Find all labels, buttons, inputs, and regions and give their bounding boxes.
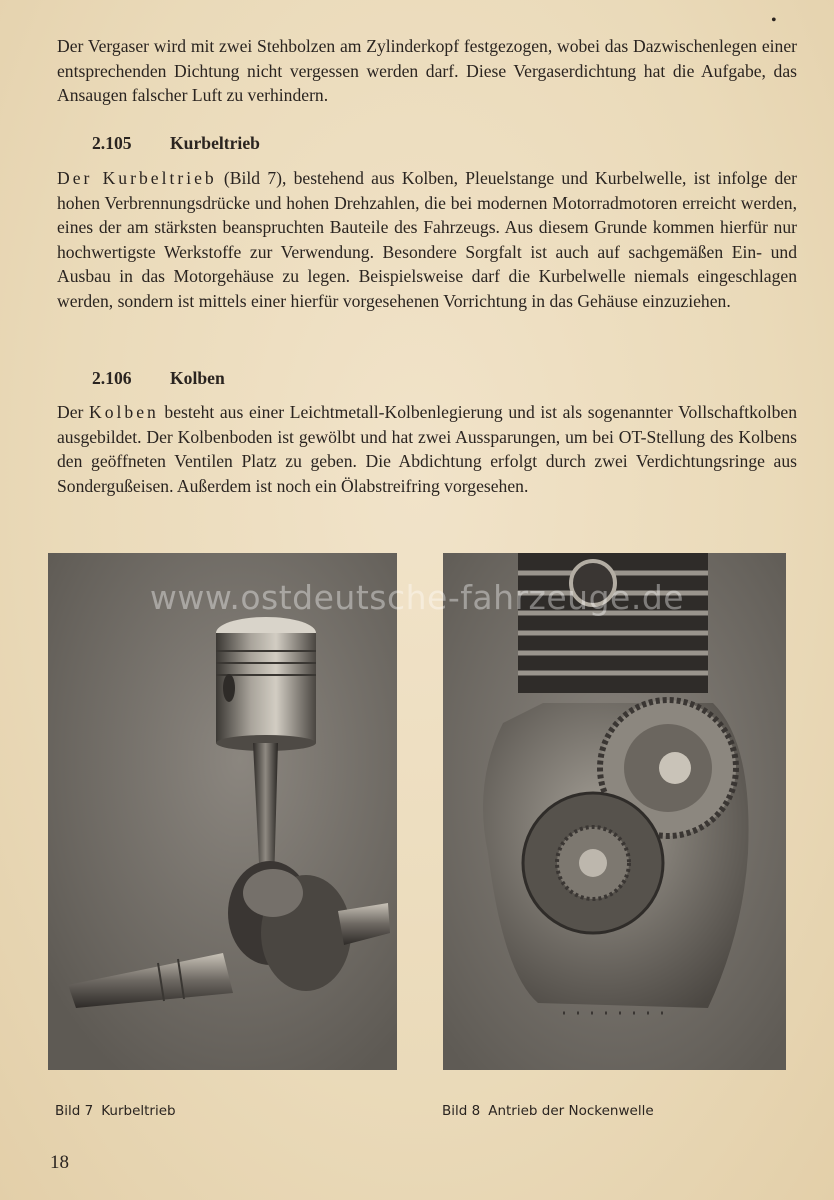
figure-caption-text: Kurbeltrieb: [101, 1103, 176, 1119]
section-title: Kurbeltrieb: [170, 133, 260, 153]
figure-7-photo: [48, 553, 397, 1070]
lead-prefix: Der: [57, 402, 89, 422]
lead-term: Der Kurbeltrieb: [57, 168, 217, 188]
section-number: 2.105: [92, 133, 132, 153]
page-number: 18: [50, 1152, 69, 1173]
watermark: www.ostdeutsche-fahrzeuge.de: [149, 578, 685, 617]
figure-caption-text: Antrieb der Nockenwelle: [488, 1103, 654, 1119]
paragraph-vergaser: Der Vergaser wird mit zwei Stehbolzen am Zylinderkopf festgezogen, wobei das Dazwischenlegen einer entsprechenden Dichtung nicht vergessen werden darf. Diese Vergaserdichtung hat die Aufgabe, das Ansaugen falscher Luft zu verhindern.: [57, 36, 797, 106]
figure-label: Bild 8: [442, 1103, 481, 1119]
paragraph-kolben: [57, 400, 797, 498]
paragraph-kurbeltrieb: [57, 166, 797, 314]
figure-8-photo: [443, 553, 786, 1070]
section-heading-2106: [92, 368, 225, 389]
paragraph-body: (Bild 7), bestehend aus Kolben, Pleuelstange und Kurbelwelle, ist infolge der hohen Verbrennungsdrücke und hohen Drehzahlen, die bei modernen Motorradmotoren erreicht werden, eines der am stärksten beanspruchten Bauteile des Fahrzeugs. Aus diesem Grunde kommen hierfür nur hochwertigste Werkstoffe zur Verwendung. Besondere Sorgfalt ist auch auf sachgemäßen Ein- und Ausbau in das Motorgehäuse zu legen. Beispielsweise darf die Kurbelwelle niemals eingeschlagen werden, sondern ist mittels einer hierfür vorgesehenen Vorrichtung in das Gehäuse einzuziehen.: [57, 168, 797, 311]
figure-8-caption: [442, 1103, 654, 1119]
page-speck: •: [771, 12, 777, 29]
figure-7-caption: [55, 1103, 176, 1119]
section-number: 2.106: [92, 368, 132, 388]
figure-label: Bild 7: [55, 1103, 94, 1119]
paragraph-body: besteht aus einer Leichtmetall-Kolbenlegierung und ist als sogenannter Vollschaftkolben ausgebildet. Der Kolbenboden ist gewölbt und hat zwei Aussparungen, um bei OT-Stellung des Kolbens den geöffneten Ventilen Platz zu geben. Die Abdichtung erfolgt durch zwei Verdichtungsringe aus Sondergußeisen. Außerdem ist noch ein Ölabstreifring vorgesehen.: [57, 402, 797, 496]
lead-term: Kolben: [89, 402, 159, 422]
engine-camshaft-illustration: [443, 553, 786, 1070]
section-title: Kolben: [170, 368, 225, 388]
crankshaft-illustration: [48, 553, 397, 1070]
section-heading-2105: [92, 133, 260, 154]
